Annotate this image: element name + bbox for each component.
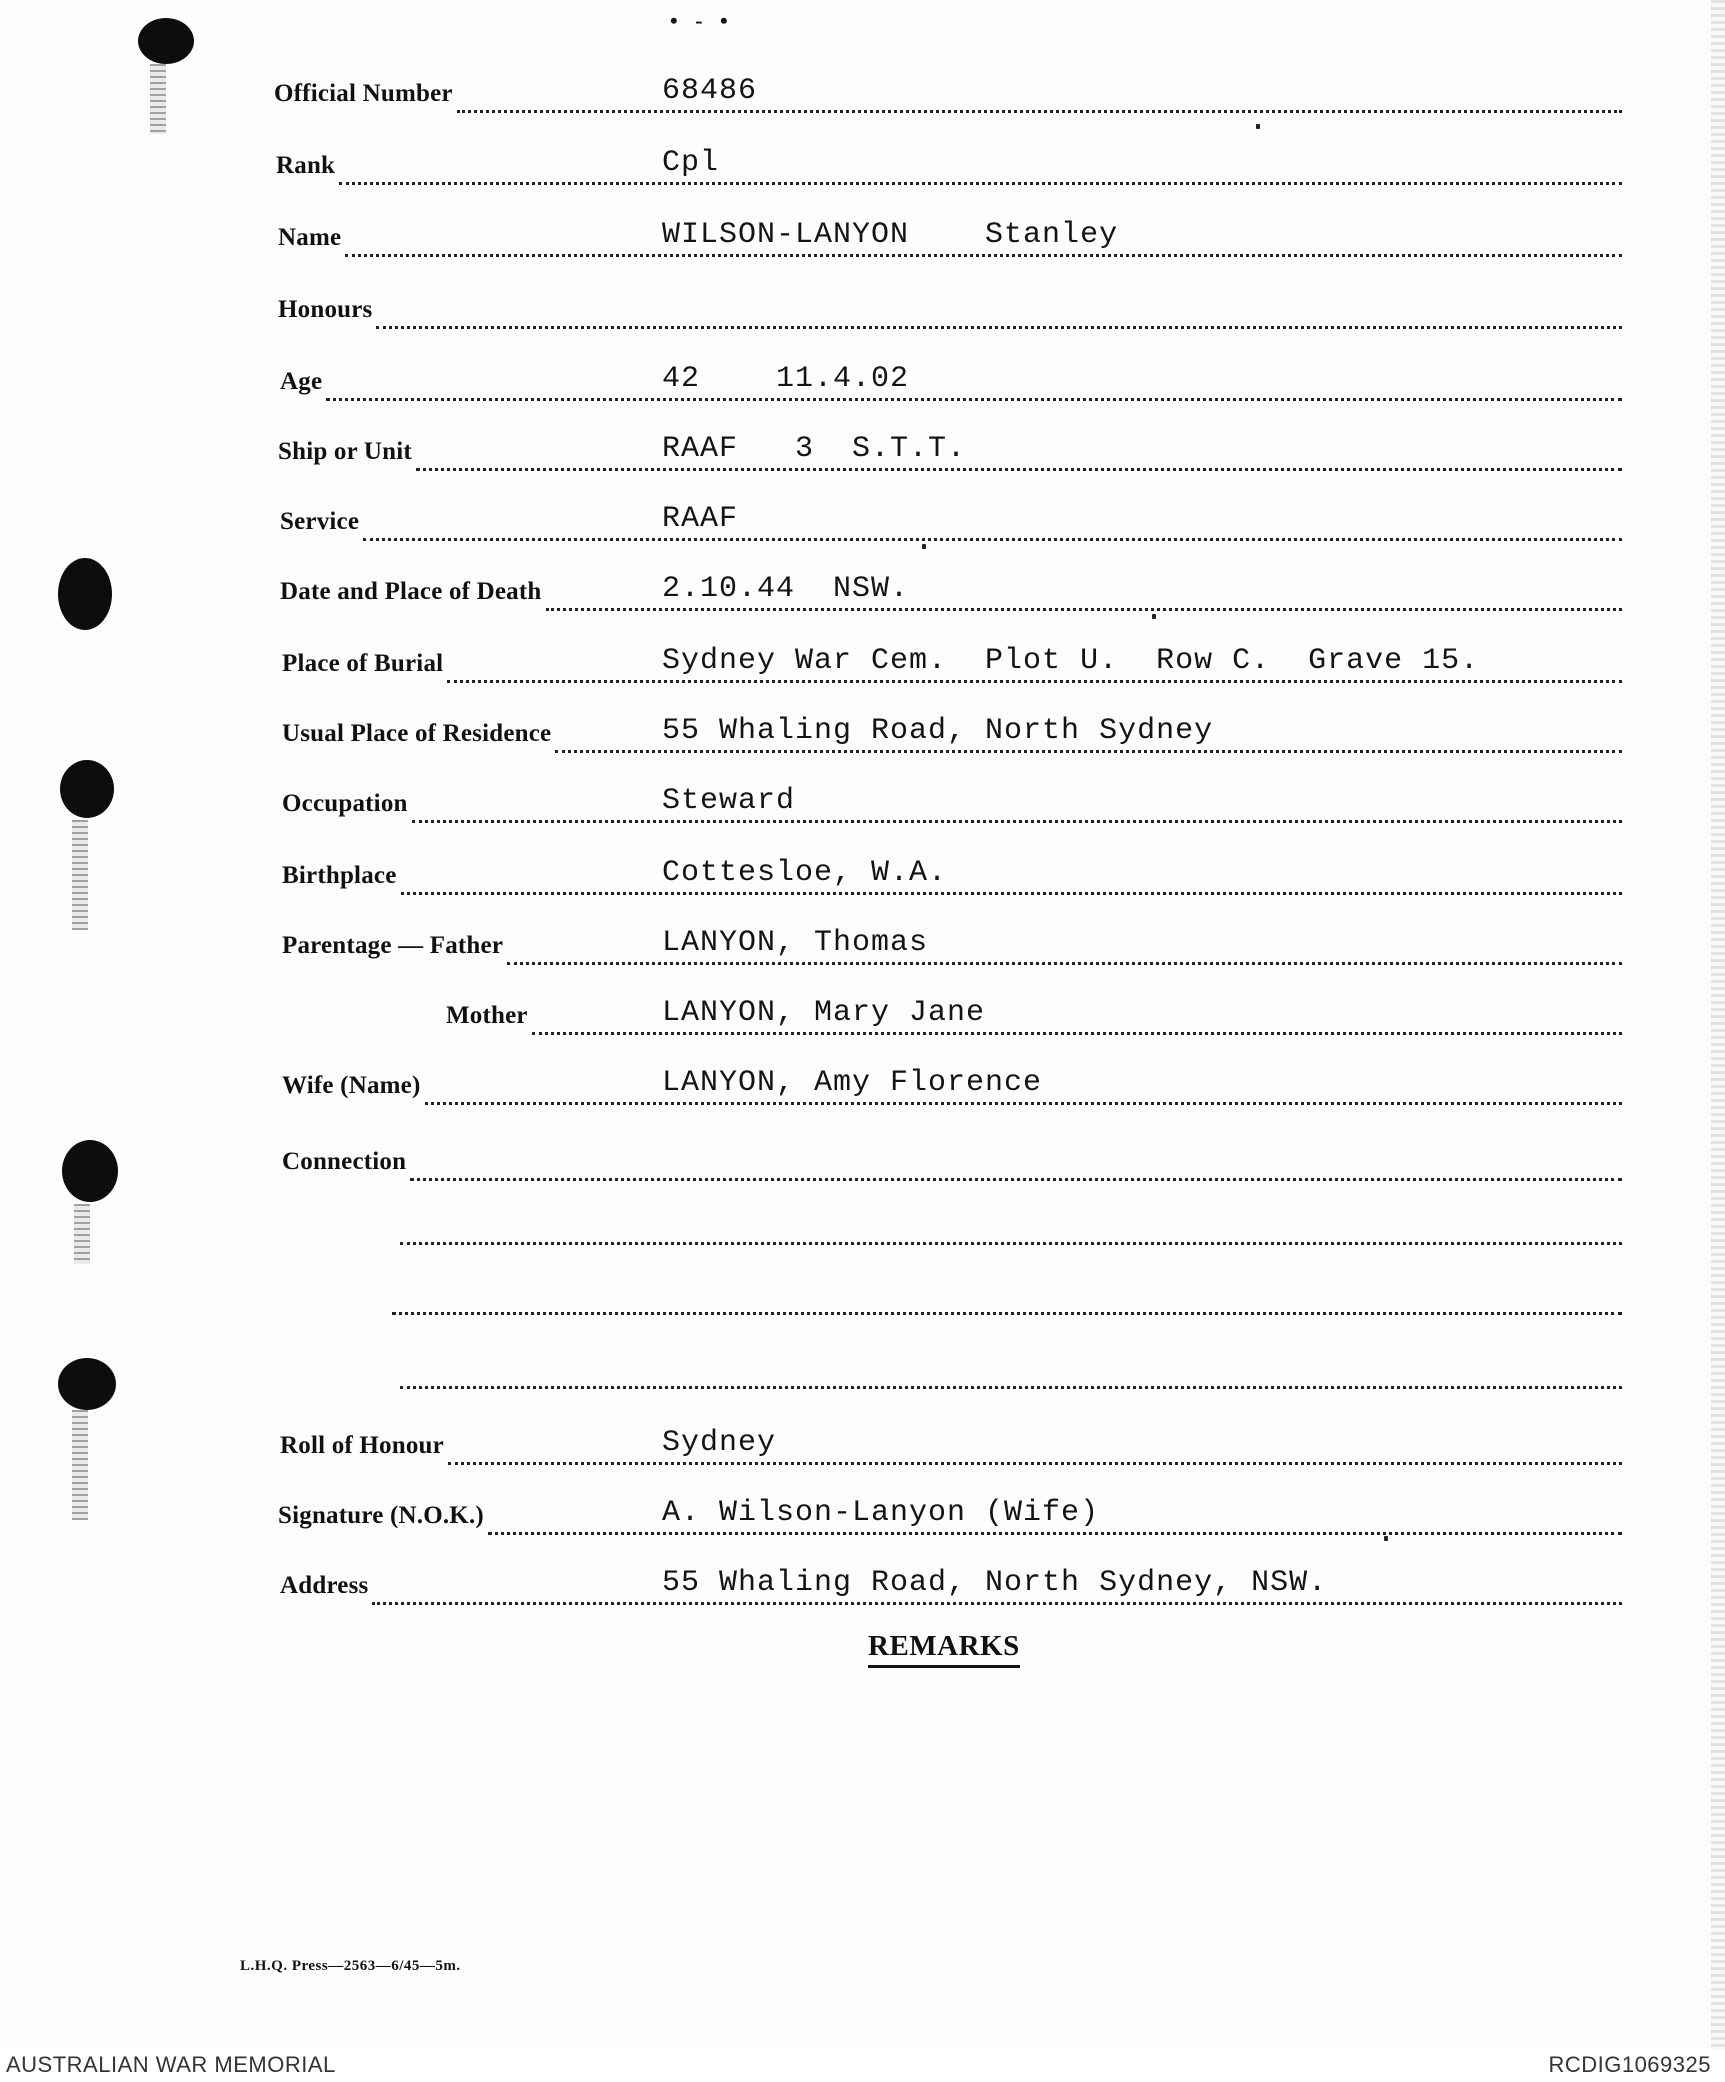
field-value: 68486 [662,74,758,108]
field-label: Name [278,224,342,251]
field-value: RAAF 3 S.T.T. [662,432,967,466]
field-row [0,1426,1725,1472]
field-row [0,146,1725,192]
dotted-leader [425,1102,1623,1105]
field-label: Official Number [274,80,453,107]
dotted-leader [326,398,1622,401]
field-value: Cottesloe, W.A. [662,856,948,890]
field-label: Mother [446,1002,528,1029]
dotted-leader [376,326,1622,329]
scan-speck [1152,614,1156,619]
field-label: Age [280,368,323,395]
field-row [0,926,1725,972]
field-label: Occupation [282,790,408,817]
dotted-leader [339,182,1622,185]
dotted-leader [546,608,1623,611]
field-label: Ship or Unit [278,438,412,465]
field-label: Service [280,508,360,535]
field-label: Address [280,1572,369,1599]
field-value: Sydney War Cem. Plot U. Row C. Grave 15. [662,644,1480,678]
blank-line [400,1386,1622,1389]
field-label: Usual Place of Residence [282,720,552,747]
blank-line [392,1312,1622,1315]
field-row [0,856,1725,902]
field-value: WILSON-LANYON Stanley [662,218,1119,252]
field-label: Honours [278,296,373,323]
field-label: Place of Burial [282,650,444,677]
field-row [0,572,1725,618]
field-value: 55 Whaling Road, North Sydney, NSW. [662,1566,1328,1600]
dotted-leader [363,538,1622,541]
dotted-leader [345,254,1622,257]
field-value: 42 11.4.02 [662,362,910,396]
field-row [0,714,1725,760]
field-label: Roll of Honour [280,1432,444,1459]
field-label: Birthplace [282,862,397,889]
field-value: 55 Whaling Road, North Sydney [662,714,1214,748]
punch-hole-shadow [74,1204,90,1264]
field-row [0,644,1725,690]
field-value: Steward [662,784,796,818]
field-row [0,362,1725,408]
field-row [0,1066,1725,1112]
top-mark: • - • [670,8,734,33]
field-value: LANYON, Mary Jane [662,996,986,1030]
dotted-leader [372,1602,1622,1605]
field-label: Parentage — Father [282,932,504,959]
scan-speck [1256,124,1260,129]
field-row [0,784,1725,830]
field-row [0,218,1725,264]
blank-line [400,1242,1622,1245]
scan-speck [1384,1536,1388,1541]
field-value: LANYON, Amy Florence [662,1066,1043,1100]
field-value: LANYON, Thomas [662,926,929,960]
field-label: Date and Place of Death [280,578,542,605]
field-row [0,996,1725,1042]
dotted-leader [416,468,1622,471]
dotted-leader [448,1462,1622,1465]
dotted-leader [447,680,1622,683]
scan-speck [922,544,926,549]
dotted-leader [532,1032,1622,1035]
footer-left: AUSTRALIAN WAR MEMORIAL [6,2052,336,2077]
field-label: Signature (N.O.K.) [278,1502,484,1529]
footer-right: RCDIG1069325 [1548,2052,1711,2077]
field-row [0,502,1725,548]
dotted-leader [410,1178,1622,1181]
field-label: Connection [282,1148,407,1175]
field-value: A. Wilson-Lanyon (Wife) [662,1496,1100,1530]
remarks-heading: REMARKS [868,1630,1020,1668]
punch-hole [138,18,194,64]
field-label: Rank [276,152,336,179]
press-mark: L.H.Q. Press—2563—6/45—5m. [240,1958,461,1974]
field-value: RAAF [662,502,739,536]
punch-hole [58,1358,116,1410]
field-row [0,296,1725,336]
field-value: 2.10.44 NSW. [662,572,910,606]
field-row [0,432,1725,478]
field-row [0,1566,1725,1612]
dotted-leader [401,892,1623,895]
dotted-leader [412,820,1622,823]
field-value: Sydney [662,1426,777,1460]
field-row [0,1496,1725,1542]
dotted-leader [488,1532,1622,1535]
field-label: Wife (Name) [282,1072,421,1099]
field-row [0,74,1725,120]
field-row [0,1148,1725,1188]
dotted-leader [457,110,1622,113]
dotted-leader [555,750,1622,753]
field-value: Cpl [662,146,720,180]
dotted-leader [507,962,1622,965]
